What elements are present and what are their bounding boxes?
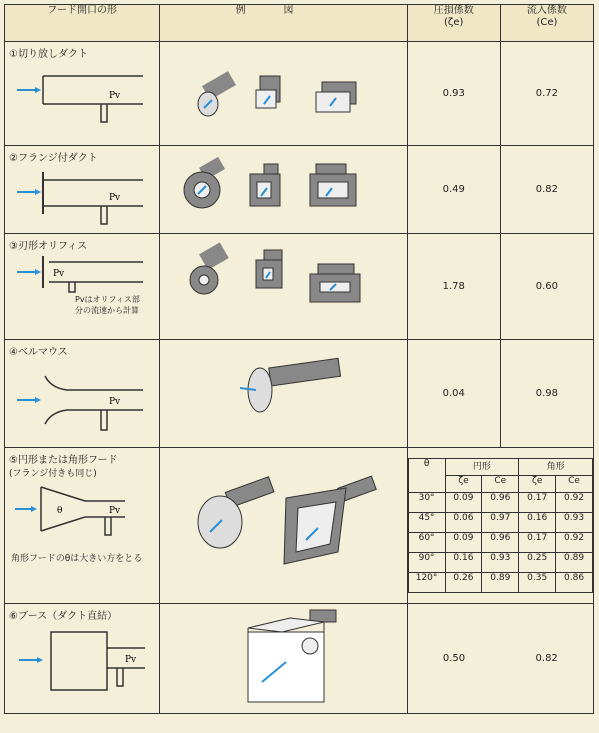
- header-loss-symbol: (ζe): [444, 16, 464, 28]
- shape-cell: [5, 146, 160, 234]
- value-cell: 0.25: [519, 553, 556, 573]
- angle-cell: 60°: [408, 533, 445, 553]
- svg-text:θ: θ: [57, 506, 63, 516]
- svg-text:Pv: Pv: [109, 397, 121, 407]
- loss-value: 0.04: [407, 340, 500, 448]
- booth-diagram: [5, 622, 155, 708]
- plain-duct-diagram: [5, 60, 155, 140]
- value-cell: 0.96: [482, 493, 519, 513]
- zeta-header: ζe: [519, 476, 556, 493]
- svg-text:Pv: Pv: [125, 655, 137, 665]
- svg-text:Pv: Pv: [109, 506, 121, 516]
- inflow-value: 0.98: [500, 340, 593, 448]
- table-row: [5, 146, 594, 234]
- inflow-value: 0.82: [535, 653, 558, 664]
- square-header: 角形: [519, 459, 593, 476]
- hood-angle-row: [408, 553, 592, 573]
- orifice-diagram: [5, 252, 155, 294]
- orifice-note: 分の流速から計算: [75, 306, 139, 315]
- hood-angle-row: [408, 513, 592, 533]
- header-loss-label: 圧損係数: [433, 5, 474, 16]
- value-cell: 0.35: [519, 573, 556, 593]
- value-cell: 0.86: [556, 573, 593, 593]
- flanged-duct-figure: [160, 146, 405, 232]
- loss-value: 1.78: [407, 234, 500, 340]
- example-figure-cell: [160, 340, 407, 448]
- value-cell: 0.17: [519, 533, 556, 553]
- value-cell: 0.06: [445, 513, 482, 533]
- table-header-row: [5, 5, 594, 42]
- header-inflow-label: 流入係数: [526, 5, 567, 16]
- orifice-figure: [160, 234, 405, 338]
- inflow-value: 0.72: [500, 42, 593, 146]
- value-cell: 0.97: [482, 513, 519, 533]
- hood-angle-row: [408, 493, 592, 513]
- svg-text:Pv: Pv: [109, 91, 121, 101]
- hood-note: 角形フードのθは大きい方をとる: [11, 554, 143, 564]
- loss-value: 0.93: [407, 42, 500, 146]
- hood-coefficient-cell: [407, 448, 593, 604]
- booth-coefficient-cell: [407, 604, 593, 714]
- example-figure-cell: [160, 146, 407, 234]
- angle-cell: 120°: [408, 573, 445, 593]
- shape-cell: [5, 448, 160, 604]
- orifice-note: Pvはオリフィス部: [75, 295, 140, 304]
- shape-label: ②フランジ付ダクト: [9, 153, 98, 164]
- angle-cell: 90°: [408, 553, 445, 573]
- zeta-header: ζe: [445, 476, 482, 493]
- hood-angle-row: [408, 533, 592, 553]
- value-cell: 0.26: [445, 573, 482, 593]
- value-cell: 0.09: [445, 493, 482, 513]
- ce-header: Ce: [556, 476, 593, 493]
- loss-value: 0.49: [407, 146, 500, 234]
- round-header: 円形: [445, 459, 519, 476]
- example-figure-cell: [160, 448, 407, 604]
- table-row: [5, 448, 594, 604]
- shape-label: ⑥ブース（ダクト直結）: [9, 611, 118, 622]
- hood-coefficient-table: [4, 4, 594, 714]
- ce-header: Ce: [482, 476, 519, 493]
- value-cell: 0.16: [445, 553, 482, 573]
- value-cell: 0.92: [556, 493, 593, 513]
- table-row: [5, 604, 594, 714]
- plain-duct-figure: [160, 42, 405, 142]
- shape-label: ④ベルマウス: [9, 347, 68, 358]
- booth-figure: [160, 604, 405, 712]
- shape-cell: [5, 340, 160, 448]
- hood-figure: [160, 448, 405, 602]
- shape-cell: [5, 42, 160, 146]
- value-cell: 0.16: [519, 513, 556, 533]
- value-cell: 0.89: [556, 553, 593, 573]
- svg-text:Pv: Pv: [53, 269, 65, 279]
- header-inflow-symbol: (Ce): [536, 16, 558, 28]
- header-example-figure: 例図: [160, 5, 407, 42]
- hood-subtable: [408, 458, 593, 593]
- value-cell: 0.92: [556, 533, 593, 553]
- angle-cell: 30°: [408, 493, 445, 513]
- bellmouth-diagram: [5, 358, 155, 442]
- hood-diagram: [5, 479, 155, 551]
- header-shape: フード開口の形: [5, 5, 160, 42]
- shape-cell: [5, 604, 160, 714]
- value-cell: 0.89: [482, 573, 519, 593]
- value-cell: 0.93: [482, 553, 519, 573]
- shape-label: ⑤円形または角形フード: [9, 455, 118, 466]
- shape-sublabel: (フランジ付きも同じ): [9, 469, 97, 479]
- table-row: [5, 340, 594, 448]
- table-row: [5, 42, 594, 146]
- value-cell: 0.17: [519, 493, 556, 513]
- value-cell: 0.93: [556, 513, 593, 533]
- svg-text:Pv: Pv: [109, 193, 121, 203]
- shape-label: ③刃形オリフィス: [9, 241, 88, 252]
- table-row: [5, 234, 594, 340]
- header-pressure-loss: [407, 5, 500, 42]
- bellmouth-figure: [160, 340, 405, 446]
- loss-value: 0.50: [442, 653, 466, 664]
- value-cell: 0.96: [482, 533, 519, 553]
- example-figure-cell: [160, 42, 407, 146]
- hood-angle-row: [408, 573, 592, 593]
- example-figure-cell: [160, 604, 407, 714]
- inflow-value: 0.60: [500, 234, 593, 340]
- header-inflow-coefficient: [500, 5, 593, 42]
- example-figure-cell: [160, 234, 407, 340]
- flanged-duct-diagram: [5, 164, 155, 230]
- inflow-value: 0.82: [500, 146, 593, 234]
- shape-cell: [5, 234, 160, 340]
- value-cell: 0.09: [445, 533, 482, 553]
- shape-label: ①切り放しダクト: [9, 49, 88, 60]
- theta-header: θ: [408, 459, 445, 493]
- angle-cell: 45°: [408, 513, 445, 533]
